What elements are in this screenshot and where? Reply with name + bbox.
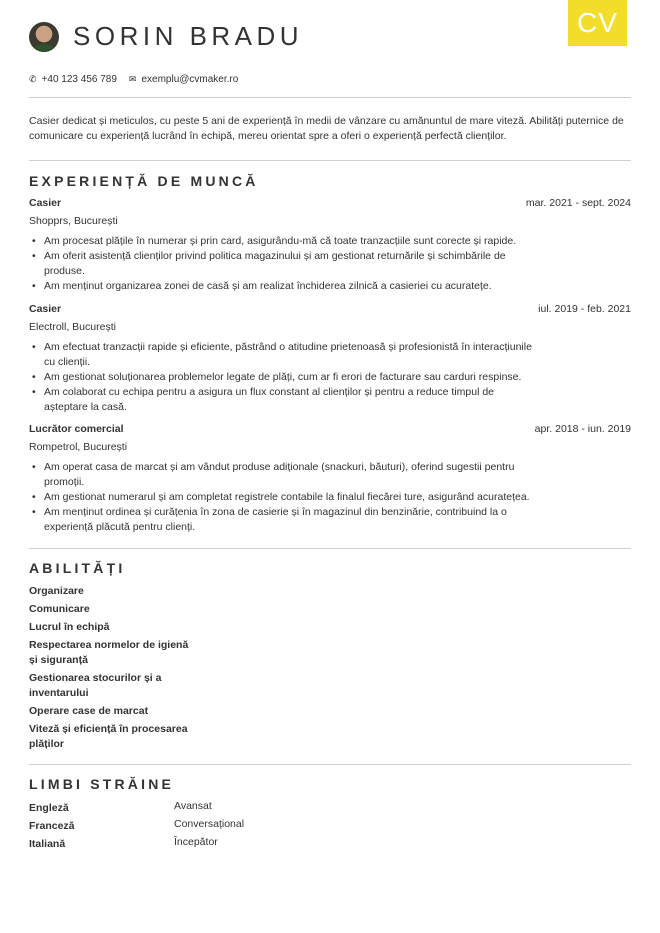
job-bullet: • Am procesat plățile în numerar și prin card, asigurându-mă că toate tranzacțiile sunt corecte și rapide. [29,234,534,249]
contact-phone [29,74,117,85]
skill-item: Viteză și eficiență în procesarea plăților [29,723,188,750]
job-dates: apr. 2018 - iun. 2019 [534,423,631,435]
job-bullet: • Am gestionat soluționarea problemelor legate de plăți, cum ar fi erori de facturare sau carduri respinse. [29,370,534,385]
skill-item: Operare case de marcat [29,705,149,717]
job-role: Casier [29,197,62,209]
job-dates: mar. 2021 - sept. 2024 [525,197,631,209]
avatar [29,22,59,52]
language-row [29,836,244,854]
divider [29,764,631,765]
skills-list [29,584,189,755]
job-role: Lucrător comercial [29,423,124,435]
language-name: Engleză [29,802,69,814]
job-company: Shopprs, București [29,215,118,227]
job-bullet: • Am menținut organizarea zonei de casă și am realizat închiderea zilnică a casieriei cu acuratețe. [29,279,534,294]
language-name: Franceză [29,820,75,832]
section-title-languages: LIMBI STRĂINE [29,776,175,792]
job-bullet: • Am operat casa de marcat și am vândut produse adiționale (snackuri, băuturi), oferind sugestii pentru promoții. [29,460,534,490]
summary-text: Casier dedicat și meticulos, cu peste 5 ani de experiență în medii de vânzare cu amănuntul de mare viteză. Abilități puternice de comunicare cu experiență lucrând în echipă, mereu orientat spre a oferi o experiență perfectă clienților. [29,115,624,142]
languages-list [29,800,244,854]
contact-info [29,74,250,85]
language-name: Italiană [29,838,66,850]
divider [29,548,631,549]
job-entry [29,197,631,294]
divider [29,97,631,98]
section-title-skills: ABILITĂȚI [29,560,126,576]
contact-email[interactable] [129,74,238,85]
job-bullet: • Am menținut ordinea și curățenia în zona de casierie și în magazinul din benzinărie, contribuind la o experiență plăcută pentru clienți. [29,505,534,535]
job-company: Rompetrol, București [29,441,128,453]
skill-item: Respectarea normelor de igienă și siguranță [29,639,189,666]
skill-item: Gestionarea stocurilor și a inventarului [29,672,162,699]
skill-item: Comunicare [29,603,90,615]
skill-item: Lucrul în echipă [29,621,110,633]
job-bullets [29,460,631,535]
job-header [29,197,631,212]
header [29,21,303,52]
job-role: Casier [29,303,62,315]
language-level: Conversațional [174,818,245,830]
language-row [29,818,244,836]
job-bullet: • Am colaborat cu echipa pentru a asigura un flux constant al clienților și pentru a reduce timpul de așteptare la casă. [29,385,534,415]
job-header [29,303,631,318]
skill-item: Organizare [29,585,84,597]
divider [29,160,631,161]
job-header [29,423,631,438]
job-entry [29,303,631,415]
job-bullets [29,234,631,294]
section-title-experience: EXPERIENȚĂ DE MUNCĂ [29,173,259,189]
phone-icon: ✆ [29,74,37,84]
candidate-name: SORIN BRADU [73,21,304,51]
phone-text: +40 123 456 789 [41,74,117,85]
job-bullet: • Am gestionat numerarul și am completat registrele contabile la finalul fiecărei ture, asigurând acuratețea. [29,490,534,505]
language-level: Începător [174,836,218,848]
job-entry [29,423,631,535]
envelope-icon: ✉ [128,74,137,84]
email-text[interactable]: exemplu@cvmaker.ro [141,74,239,85]
job-company: Electroll, București [29,321,116,333]
cv-logo-badge: CV [568,0,627,46]
language-row [29,800,244,818]
job-dates: iul. 2019 - feb. 2021 [538,303,631,315]
job-bullet: • Am oferit asistență clienților privind politica magazinului și am gestionat returnările și schimbările de produse. [29,249,534,279]
job-bullet: • Am efectuat tranzacții rapide și eficiente, păstrând o atitudine prietenoasă și profesionistă în interacțiunile cu clienții. [29,340,534,370]
job-bullets [29,340,631,415]
language-level: Avansat [174,800,212,812]
